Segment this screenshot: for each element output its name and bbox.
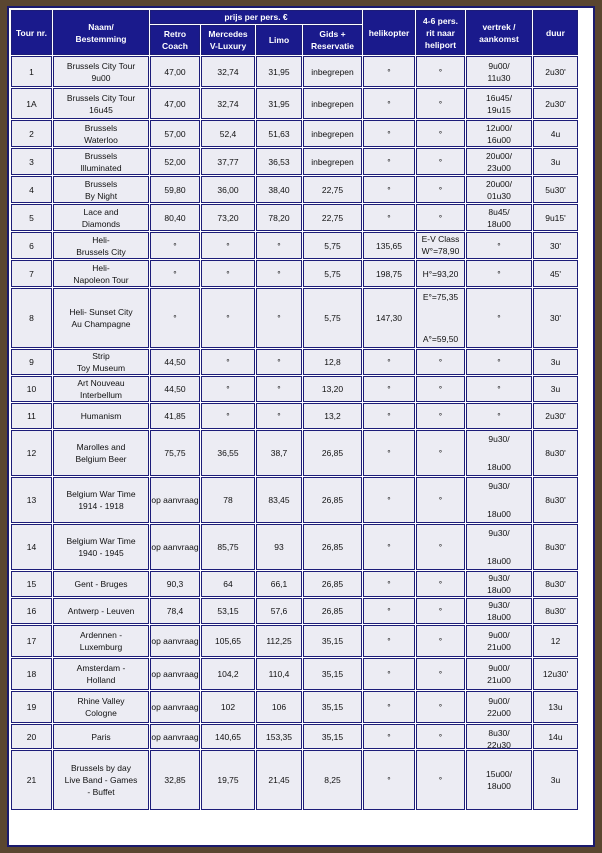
cell-vertrek: 9u30/ 18u00 [466,477,532,523]
cell-gids: 26,85 [303,524,362,570]
cell-naam: Belgium War Time 1914 - 1918 [53,477,149,523]
cell-mercedes: 19,75 [201,750,255,810]
cell-heli: 147,30 [363,288,415,348]
cell-retro: 78,4 [150,598,200,624]
cell-retro: 80,40 [150,204,200,231]
table-row [11,524,578,570]
cell-limo: 51,63 [256,120,302,147]
table-row [11,750,578,810]
cell-gids: 5,75 [303,260,362,287]
cell-naam: Brussels Illuminated [53,148,149,175]
cell-heli: ° [363,148,415,175]
cell-naam: Ardennen - Luxemburg [53,625,149,657]
cell-nr: 15 [11,571,52,597]
cell-rit: ° [416,724,465,749]
cell-mercedes: 32,74 [201,88,255,119]
cell-vertrek: 8u45/ 18u00 [466,204,532,231]
cell-heli: ° [363,176,415,203]
cell-nr: 17 [11,625,52,657]
price-table-frame [7,6,595,847]
cell-heli: ° [363,403,415,429]
cell-nr: 12 [11,430,52,476]
cell-naam: Gent - Bruges [53,571,149,597]
tour-price-table [10,9,579,811]
cell-vertrek: 9u00/ 21u00 [466,658,532,690]
cell-heli: ° [363,724,415,749]
cell-rit: ° [416,204,465,231]
cell-nr: 8 [11,288,52,348]
cell-retro: ° [150,288,200,348]
cell-vertrek: 9u00/ 22u00 [466,691,532,723]
cell-naam: Brussels by day Live Band - Games - Buffet [53,750,149,810]
header-retro: Retro Coach [150,25,200,55]
cell-limo: 66,1 [256,571,302,597]
table-row [11,625,578,657]
cell-limo: ° [256,288,302,348]
cell-gids: 35,15 [303,724,362,749]
cell-rit: ° [416,176,465,203]
cell-heli: ° [363,691,415,723]
cell-mercedes: 102 [201,691,255,723]
cell-gids: inbegrepen [303,88,362,119]
cell-limo: ° [256,232,302,259]
cell-gids: 22,75 [303,176,362,203]
cell-limo: 83,45 [256,477,302,523]
cell-nr: 10 [11,376,52,402]
cell-duur: 2u30' [533,88,578,119]
cell-mercedes: 32,74 [201,56,255,87]
cell-limo: ° [256,403,302,429]
cell-vertrek: ° [466,403,532,429]
header-limo: Limo [256,25,302,55]
cell-mercedes: 140,65 [201,724,255,749]
cell-vertrek: 9u30/ 18u00 [466,524,532,570]
table-row [11,120,578,147]
header-tour-nr: Tour nr. [11,10,52,55]
table-row [11,176,578,203]
cell-heli: ° [363,524,415,570]
cell-rit: ° [416,571,465,597]
cell-nr: 19 [11,691,52,723]
cell-gids: 26,85 [303,477,362,523]
cell-nr: 7 [11,260,52,287]
cell-rit: ° [416,524,465,570]
cell-rit: ° [416,625,465,657]
cell-gids: 26,85 [303,571,362,597]
cell-heli: ° [363,88,415,119]
cell-rit: ° [416,148,465,175]
cell-duur: 8u30' [533,430,578,476]
cell-limo: 153,35 [256,724,302,749]
cell-heli: ° [363,204,415,231]
cell-rit: ° [416,56,465,87]
cell-mercedes: 36,00 [201,176,255,203]
cell-naam: Paris [53,724,149,749]
cell-mercedes: 64 [201,571,255,597]
cell-limo: 31,95 [256,56,302,87]
cell-retro: 47,00 [150,88,200,119]
cell-heli: ° [363,349,415,375]
cell-duur: 2u30' [533,403,578,429]
header-helikopter: helikopter [363,10,415,55]
table-row [11,204,578,231]
cell-nr: 14 [11,524,52,570]
cell-retro: op aanvraag [150,691,200,723]
cell-gids: 13,20 [303,376,362,402]
cell-limo: 112,25 [256,625,302,657]
table-row [11,430,578,476]
header-naam: Naam/ Bestemming [53,10,149,55]
cell-vertrek: 8u30/ 22u30 [466,724,532,749]
cell-limo: 21,45 [256,750,302,810]
cell-rit: H°=93,20 [416,260,465,287]
cell-nr: 18 [11,658,52,690]
cell-nr: 5 [11,204,52,231]
cell-vertrek: 20u00/ 01u30 [466,176,532,203]
cell-nr: 4 [11,176,52,203]
table-body [11,56,578,810]
cell-retro: 52,00 [150,148,200,175]
cell-heli: ° [363,477,415,523]
cell-retro: 90,3 [150,571,200,597]
cell-duur: 30' [533,232,578,259]
cell-retro: op aanvraag [150,524,200,570]
cell-gids: 5,75 [303,288,362,348]
cell-vertrek: ° [466,232,532,259]
cell-limo: ° [256,260,302,287]
cell-rit: ° [416,750,465,810]
cell-vertrek: 20u00/ 23u00 [466,148,532,175]
cell-naam: Humanism [53,403,149,429]
cell-nr: 16 [11,598,52,624]
cell-limo: 110,4 [256,658,302,690]
table-row [11,477,578,523]
cell-naam: Brussels City Tour 16u45 [53,88,149,119]
cell-naam: Brussels Waterloo [53,120,149,147]
cell-mercedes: 105,65 [201,625,255,657]
table-row [11,571,578,597]
cell-duur: 5u30' [533,176,578,203]
cell-naam: Lace and Diamonds [53,204,149,231]
cell-retro: 59,80 [150,176,200,203]
cell-nr: 6 [11,232,52,259]
cell-mercedes: 85,75 [201,524,255,570]
cell-heli: ° [363,598,415,624]
cell-mercedes: 73,20 [201,204,255,231]
cell-gids: 22,75 [303,204,362,231]
table-row [11,598,578,624]
cell-heli: ° [363,430,415,476]
cell-naam: Art Nouveau Interbellum [53,376,149,402]
cell-rit: ° [416,376,465,402]
table-row [11,260,578,287]
cell-rit: ° [416,477,465,523]
cell-limo: 31,95 [256,88,302,119]
cell-nr: 3 [11,148,52,175]
cell-duur: 8u30' [533,598,578,624]
cell-duur: 45' [533,260,578,287]
table-row [11,691,578,723]
table-row [11,376,578,402]
cell-vertrek: 9u30/ 18u00 [466,430,532,476]
cell-heli: ° [363,658,415,690]
cell-gids: inbegrepen [303,56,362,87]
cell-retro: op aanvraag [150,477,200,523]
cell-gids: 12,8 [303,349,362,375]
cell-mercedes: 37,77 [201,148,255,175]
cell-gids: inbegrepen [303,120,362,147]
cell-duur: 2u30' [533,56,578,87]
cell-mercedes: ° [201,260,255,287]
cell-naam: Brussels City Tour 9u00 [53,56,149,87]
table-row [11,288,578,348]
cell-vertrek: ° [466,376,532,402]
header-mercedes: Mercedes V-Luxury [201,25,255,55]
cell-gids: 35,15 [303,658,362,690]
cell-nr: 13 [11,477,52,523]
cell-heli: ° [363,625,415,657]
cell-duur: 12u30' [533,658,578,690]
cell-naam: Belgium War Time 1940 - 1945 [53,524,149,570]
cell-retro: 44,50 [150,376,200,402]
cell-retro: ° [150,260,200,287]
cell-naam: Amsterdam - Holland [53,658,149,690]
cell-vertrek: 15u00/ 18u00 [466,750,532,810]
cell-retro: op aanvraag [150,658,200,690]
cell-gids: inbegrepen [303,148,362,175]
cell-mercedes: 104,2 [201,658,255,690]
cell-naam: Marolles and Belgium Beer [53,430,149,476]
cell-vertrek: 16u45/ 19u15 [466,88,532,119]
cell-mercedes: ° [201,403,255,429]
cell-duur: 4u [533,120,578,147]
cell-rit: E°=75,35 A°=59,50 [416,288,465,348]
cell-mercedes: 52,4 [201,120,255,147]
table-row [11,724,578,749]
cell-duur: 3u [533,349,578,375]
cell-naam: Heli- Brussels City [53,232,149,259]
table-row [11,148,578,175]
cell-vertrek: 9u00/ 21u00 [466,625,532,657]
table-row [11,349,578,375]
cell-gids: 26,85 [303,598,362,624]
cell-limo: 38,7 [256,430,302,476]
cell-rit: ° [416,658,465,690]
cell-retro: ° [150,232,200,259]
cell-heli: ° [363,56,415,87]
cell-duur: 3u [533,376,578,402]
cell-rit: ° [416,88,465,119]
cell-nr: 20 [11,724,52,749]
cell-rit: ° [416,691,465,723]
cell-mercedes: 53,15 [201,598,255,624]
cell-heli: ° [363,750,415,810]
cell-nr: 21 [11,750,52,810]
cell-nr: 11 [11,403,52,429]
cell-retro: op aanvraag [150,724,200,749]
cell-naam: Rhine Valley Cologne [53,691,149,723]
cell-rit: ° [416,349,465,375]
cell-rit: ° [416,430,465,476]
table-row [11,403,578,429]
cell-duur: 14u [533,724,578,749]
cell-nr: 2 [11,120,52,147]
cell-limo: 78,20 [256,204,302,231]
cell-vertrek: 12u00/ 16u00 [466,120,532,147]
cell-mercedes: ° [201,288,255,348]
cell-retro: op aanvraag [150,625,200,657]
cell-mercedes: 36,55 [201,430,255,476]
cell-retro: 44,50 [150,349,200,375]
cell-retro: 75,75 [150,430,200,476]
cell-nr: 1 [11,56,52,87]
cell-naam: Strip Toy Museum [53,349,149,375]
cell-retro: 41,85 [150,403,200,429]
cell-mercedes: ° [201,232,255,259]
cell-heli: ° [363,120,415,147]
cell-vertrek: ° [466,349,532,375]
cell-limo: ° [256,349,302,375]
cell-duur: 3u [533,750,578,810]
cell-nr: 1A [11,88,52,119]
cell-gids: 35,15 [303,691,362,723]
header-prijs-group: prijs per pers. € [150,10,362,24]
cell-limo: 36,53 [256,148,302,175]
cell-duur: 8u30' [533,571,578,597]
cell-duur: 30' [533,288,578,348]
cell-gids: 13,2 [303,403,362,429]
cell-heli: ° [363,376,415,402]
cell-limo: 38,40 [256,176,302,203]
header-vertrek: vertrek / aankomst [466,10,532,55]
cell-rit: ° [416,120,465,147]
cell-heli: ° [363,571,415,597]
cell-duur: 13u [533,691,578,723]
cell-rit: ° [416,598,465,624]
cell-naam: Brussels By Night [53,176,149,203]
cell-retro: 57,00 [150,120,200,147]
cell-duur: 12 [533,625,578,657]
cell-vertrek: 9u30/ 18u00 [466,598,532,624]
cell-vertrek: 9u30/ 18u00 [466,571,532,597]
cell-duur: 9u15' [533,204,578,231]
cell-naam: Heli- Sunset City Au Champagne [53,288,149,348]
header-duur: duur [533,10,578,55]
cell-heli: 198,75 [363,260,415,287]
cell-vertrek: ° [466,260,532,287]
table-row [11,56,578,87]
cell-rit: E-V Class W°=78,90 [416,232,465,259]
table-row [11,658,578,690]
cell-naam: Heli- Napoleon Tour [53,260,149,287]
cell-gids: 26,85 [303,430,362,476]
cell-naam: Antwerp - Leuven [53,598,149,624]
cell-duur: 3u [533,148,578,175]
cell-gids: 35,15 [303,625,362,657]
table-row [11,88,578,119]
cell-retro: 32,85 [150,750,200,810]
cell-vertrek: ° [466,288,532,348]
cell-retro: 47,00 [150,56,200,87]
header-gids: Gids + Reservatie [303,25,362,55]
cell-limo: 93 [256,524,302,570]
cell-mercedes: ° [201,349,255,375]
cell-duur: 8u30' [533,524,578,570]
cell-gids: 8,25 [303,750,362,810]
cell-rit: ° [416,403,465,429]
cell-limo: 57,6 [256,598,302,624]
cell-limo: 106 [256,691,302,723]
cell-mercedes: 78 [201,477,255,523]
table-row [11,232,578,259]
cell-limo: ° [256,376,302,402]
header-rit: 4-6 pers. rit naar heliport [416,10,465,55]
cell-duur: 8u30' [533,477,578,523]
cell-nr: 9 [11,349,52,375]
cell-gids: 5,75 [303,232,362,259]
cell-heli: 135,65 [363,232,415,259]
cell-mercedes: ° [201,376,255,402]
cell-vertrek: 9u00/ 11u30 [466,56,532,87]
